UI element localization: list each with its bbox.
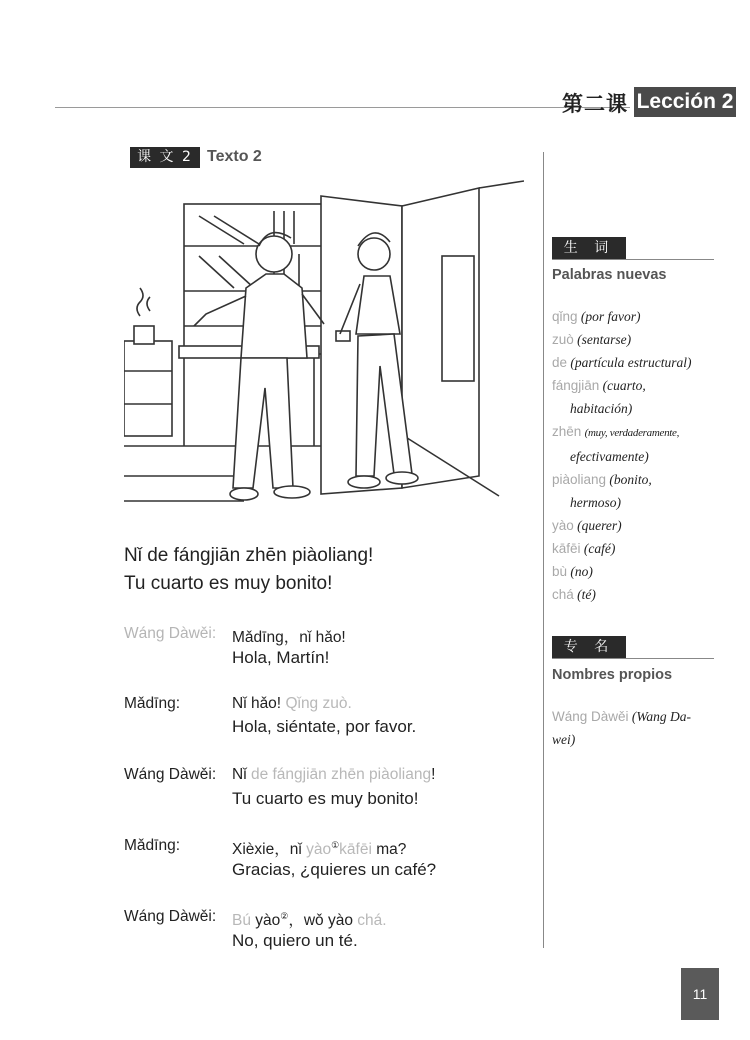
pinyin-segment: Mǎdīng bbox=[232, 629, 284, 646]
speaker-label: Wáng Dàwěi: bbox=[124, 908, 217, 925]
vocab-item: kāfēi (café) bbox=[552, 541, 616, 556]
name-item: Wáng Dàwěi (Wang Da- wei) bbox=[552, 709, 692, 747]
dialogue-pinyin bbox=[232, 625, 346, 647]
pinyin-segment: yào bbox=[255, 912, 281, 929]
vocab-rule bbox=[552, 259, 714, 260]
speaker-label: Wáng Dàwěi: bbox=[124, 766, 217, 783]
dialogue-spanish: Gracias, ¿quieres un café? bbox=[232, 860, 437, 879]
pinyin-segment: Xièxie，nǐ bbox=[232, 841, 302, 858]
lesson-title-chinese: 第二课 bbox=[562, 91, 628, 116]
names-title: Nombres propios bbox=[552, 667, 673, 683]
dialogue-pinyin bbox=[232, 908, 387, 930]
names-rule bbox=[552, 658, 714, 659]
headline-spanish: Tu cuarto es muy bonito! bbox=[124, 573, 333, 594]
pinyin-segment: kāfēi bbox=[339, 841, 372, 858]
vocab-title: Palabras nuevas bbox=[552, 267, 667, 283]
pinyin-segment: Nǐ hǎo! bbox=[232, 695, 282, 712]
dialogue-spanish: Tu cuarto es muy bonito! bbox=[232, 789, 419, 808]
pinyin-segment: ma? bbox=[376, 841, 407, 858]
vocab-tag: 生 词 bbox=[552, 237, 626, 259]
pinyin-segment: ，wǒ yào bbox=[288, 912, 353, 929]
vocab-item: yào (querer) bbox=[552, 518, 622, 533]
vocab-item: qǐng (por favor) bbox=[552, 309, 641, 324]
speaker-label: Mǎdīng: bbox=[124, 695, 181, 712]
pinyin-segment: chá. bbox=[357, 912, 387, 929]
names-list bbox=[552, 705, 727, 751]
vocab-item: zuò (sentarse) bbox=[552, 332, 632, 347]
section-label-chinese: 课 文 2 bbox=[130, 147, 200, 168]
vocab-item: fángjiān (cuarto, habitación) bbox=[552, 378, 646, 416]
pinyin-segment: Nǐ bbox=[232, 766, 247, 783]
names-tag: 专 名 bbox=[552, 636, 626, 658]
dialogue-pinyin bbox=[232, 837, 406, 859]
dialogue-pinyin bbox=[232, 766, 435, 784]
vocab-item: zhēn (muy, verdaderamente, efectivamente) bbox=[552, 424, 680, 464]
page-number: 11 bbox=[681, 968, 719, 1020]
vocab-item: piàoliang (bonito, hermoso) bbox=[552, 472, 652, 510]
vocab-item: de (partícula estructural) bbox=[552, 355, 692, 370]
vocab-list bbox=[552, 305, 727, 606]
pinyin-segment: Qǐng zuò. bbox=[285, 695, 352, 712]
speaker-label: Wáng Dàwěi: bbox=[124, 625, 217, 642]
pinyin-segment: Bú bbox=[232, 912, 251, 929]
vocab-item: chá (té) bbox=[552, 587, 596, 602]
pinyin-segment: ! bbox=[431, 766, 436, 783]
dialogue-pinyin bbox=[232, 695, 352, 713]
dialogue-illustration bbox=[124, 176, 524, 516]
sidebar-divider bbox=[543, 152, 544, 948]
dialogue-spanish: Hola, Martín! bbox=[232, 648, 330, 667]
header-rule bbox=[55, 107, 630, 108]
section-label-spanish: Texto 2 bbox=[207, 148, 262, 165]
pinyin-segment: yào bbox=[306, 841, 332, 858]
lesson-title-spanish: Lección 2 bbox=[634, 87, 736, 117]
speaker-label: Mǎdīng: bbox=[124, 837, 181, 854]
dialogue-spanish: No, quiero un té. bbox=[232, 931, 358, 950]
dialogue-spanish: Hola, siéntate, por favor. bbox=[232, 717, 417, 736]
pinyin-segment: de fángjiān zhēn piàoliang bbox=[250, 766, 432, 783]
vocab-item: bù (no) bbox=[552, 564, 593, 579]
footnote-marker: ② bbox=[280, 910, 289, 921]
footnote-marker: ① bbox=[331, 839, 340, 850]
pinyin-segment: ，nǐ hǎo! bbox=[283, 629, 346, 646]
headline-pinyin: Nǐ de fángjiān zhēn piàoliang! bbox=[124, 545, 374, 566]
